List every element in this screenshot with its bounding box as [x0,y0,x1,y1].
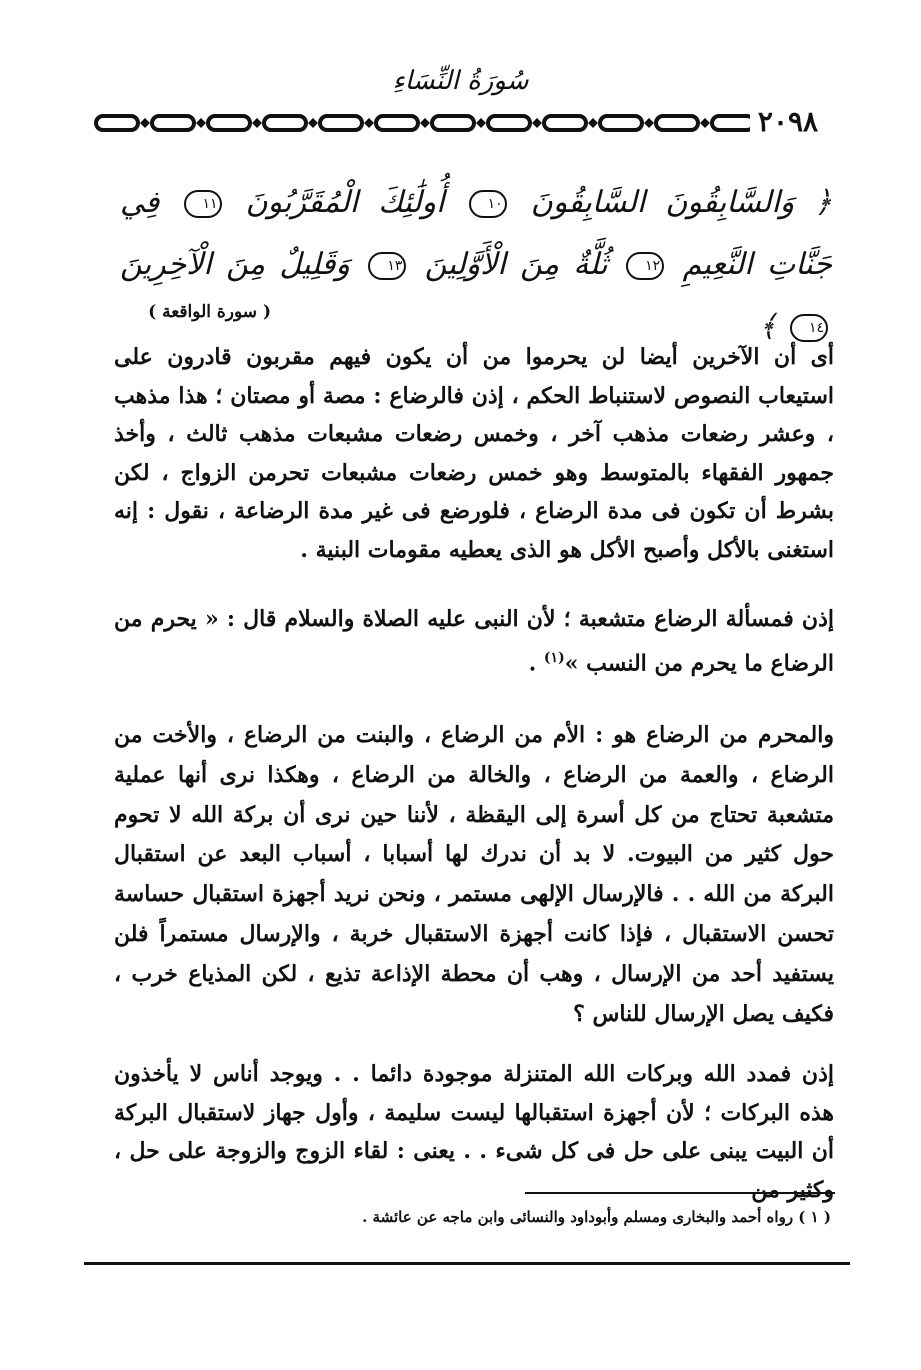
chain-diamond [700,118,710,128]
chain-link [544,116,586,130]
chain-diamond [252,118,262,128]
chain-link [208,116,250,130]
chain-link [96,116,138,130]
chain-link [600,116,642,130]
verse-close-bracket: ﴾ [758,309,777,344]
footnote: ( ١ ) رواه أحمد والبخارى ومسلم وأبوداود والنسائى وابن ماجه عن عائشة . [362,1208,831,1226]
verse-number-marker: ١٤ [790,314,828,342]
verse-number-marker: ١٣ [368,252,406,280]
chain-diamond [476,118,486,128]
body-paragraph: أى أن الآخرين أيضا لن يحرموا من أن يكون فيهم مقربون قادرون على استيعاب النصوص لاستنباط الحكم ، إذن فالرضاع : مصة أو مصتان ؛ هذا مذهب ، وعشر رضعات مذهب آخر ، وخمس رضعات مشبعات مذهب ثالث ، وأخذ جمهور الفقهاء بالمتوسط وهو خمس رضعات مشبعات تحرمن الزواج ، لكن بشرط أن تكون فى مدة الرضاع ، فلورضع فى غير مدة الرضاعة ، نقول : إنه استغنى بالأكل وأصبح الأكل هو الذى يعطيه مقومات البنية . [114,344,834,563]
chain-diamond [308,118,318,128]
chain-diamond [644,118,654,128]
decorative-header-band [90,108,850,138]
body-paragraph: إذن فمدد الله وبركات الله المتنزلة موجودة دائما . . ويوجد أناس لا يأخذون هذه البركات ؛ لأن أجهزة استقبالها ليست سليمة ، وأول جهاز لاستقبال البركة أن البيت يبنى على حل فى كل شىء . . يعنى : لقاء الزوج والزوجة على حل ، وكثير من [114,1061,834,1203]
chain-link [488,116,530,130]
verse-number-marker: ١١ [184,190,222,218]
chain-diamond [420,118,430,128]
chain-diamond [364,118,374,128]
verse-segment: فِي جَنَّاتِ النَّعِيمِ [120,185,833,282]
verse-reference: ( سورة الواقعة ) [148,302,271,322]
verse-segment: أُولَٰئِكَ الْمُقَرَّبُونَ [245,185,445,220]
chain-link [712,116,754,130]
body-paragraph [114,600,834,682]
page-bottom-rule [84,1262,850,1265]
chain-diamond [196,118,206,128]
chain-link [264,116,306,130]
verse-number-marker: ١٢ [626,252,664,280]
quran-verse [120,172,832,358]
chain-link [320,116,362,130]
verse-open-bracket: ﴿ [814,185,832,220]
verse-segment: وَقَلِيلٌ مِنَ الْآخِرِينَ [120,247,350,282]
verse-number-marker: ١٠ [469,190,507,218]
verse-segment: ثُلَّةٌ مِنَ الْأَوَّلِينَ [424,247,608,282]
chain-diamond [140,118,150,128]
verse-segment: وَالسَّابِقُونَ السَّابِقُونَ [530,185,795,220]
surah-title: سُورَةُ النِّسَاءِ [392,66,529,96]
chain-link [376,116,418,130]
paragraph-end: . [528,649,544,676]
footnote-marker: (١) [543,649,565,666]
page-number: ٢٠٩٨ [750,105,826,139]
chain-link [152,116,194,130]
body-paragraph: والمحرم من الرضاع هو : الأم من الرضاع ، والبنت من الرضاع ، والأخت من الرضاع ، والعمة من الرضاع ، والخالة من الرضاع ، وهكذا نرى أنها عملية متشعبة تحتاج من كل أسرة إلى اليقظة ، لأننا حين نرى أن بركة الله لا تحوم حول كثير من البيوت. لا بد أن ندرك لها أسبابا ، أسباب البعد عن استقبال البركة من الله . . فالإرسال الإلهى مستمر ، ونحن نريد أجهزة استقبال حساسة تحسن الاستقبال ، فإذا كانت أجهزة الاستقبال خربة ، والإرسال مستمراً فلن يستفيد أحد من الإرسال ، وهب أن محطة الإذاعة تذيع ، لكن المذياع خرب ، فكيف يصل الإرسال للناس ؟ [114,722,834,1027]
chain-diamond [588,118,598,128]
chain-link [432,116,474,130]
chain-ornament [90,108,850,138]
chain-link [656,116,698,130]
footnote-divider [525,1192,835,1194]
paragraph-text: إذن فمسألة الرضاع متشعبة ؛ لأن النبى عليه الصلاة والسلام قال : « يحرم من الرضاع ما يحرم من النسب » [114,606,834,676]
chain-diamond [532,118,542,128]
